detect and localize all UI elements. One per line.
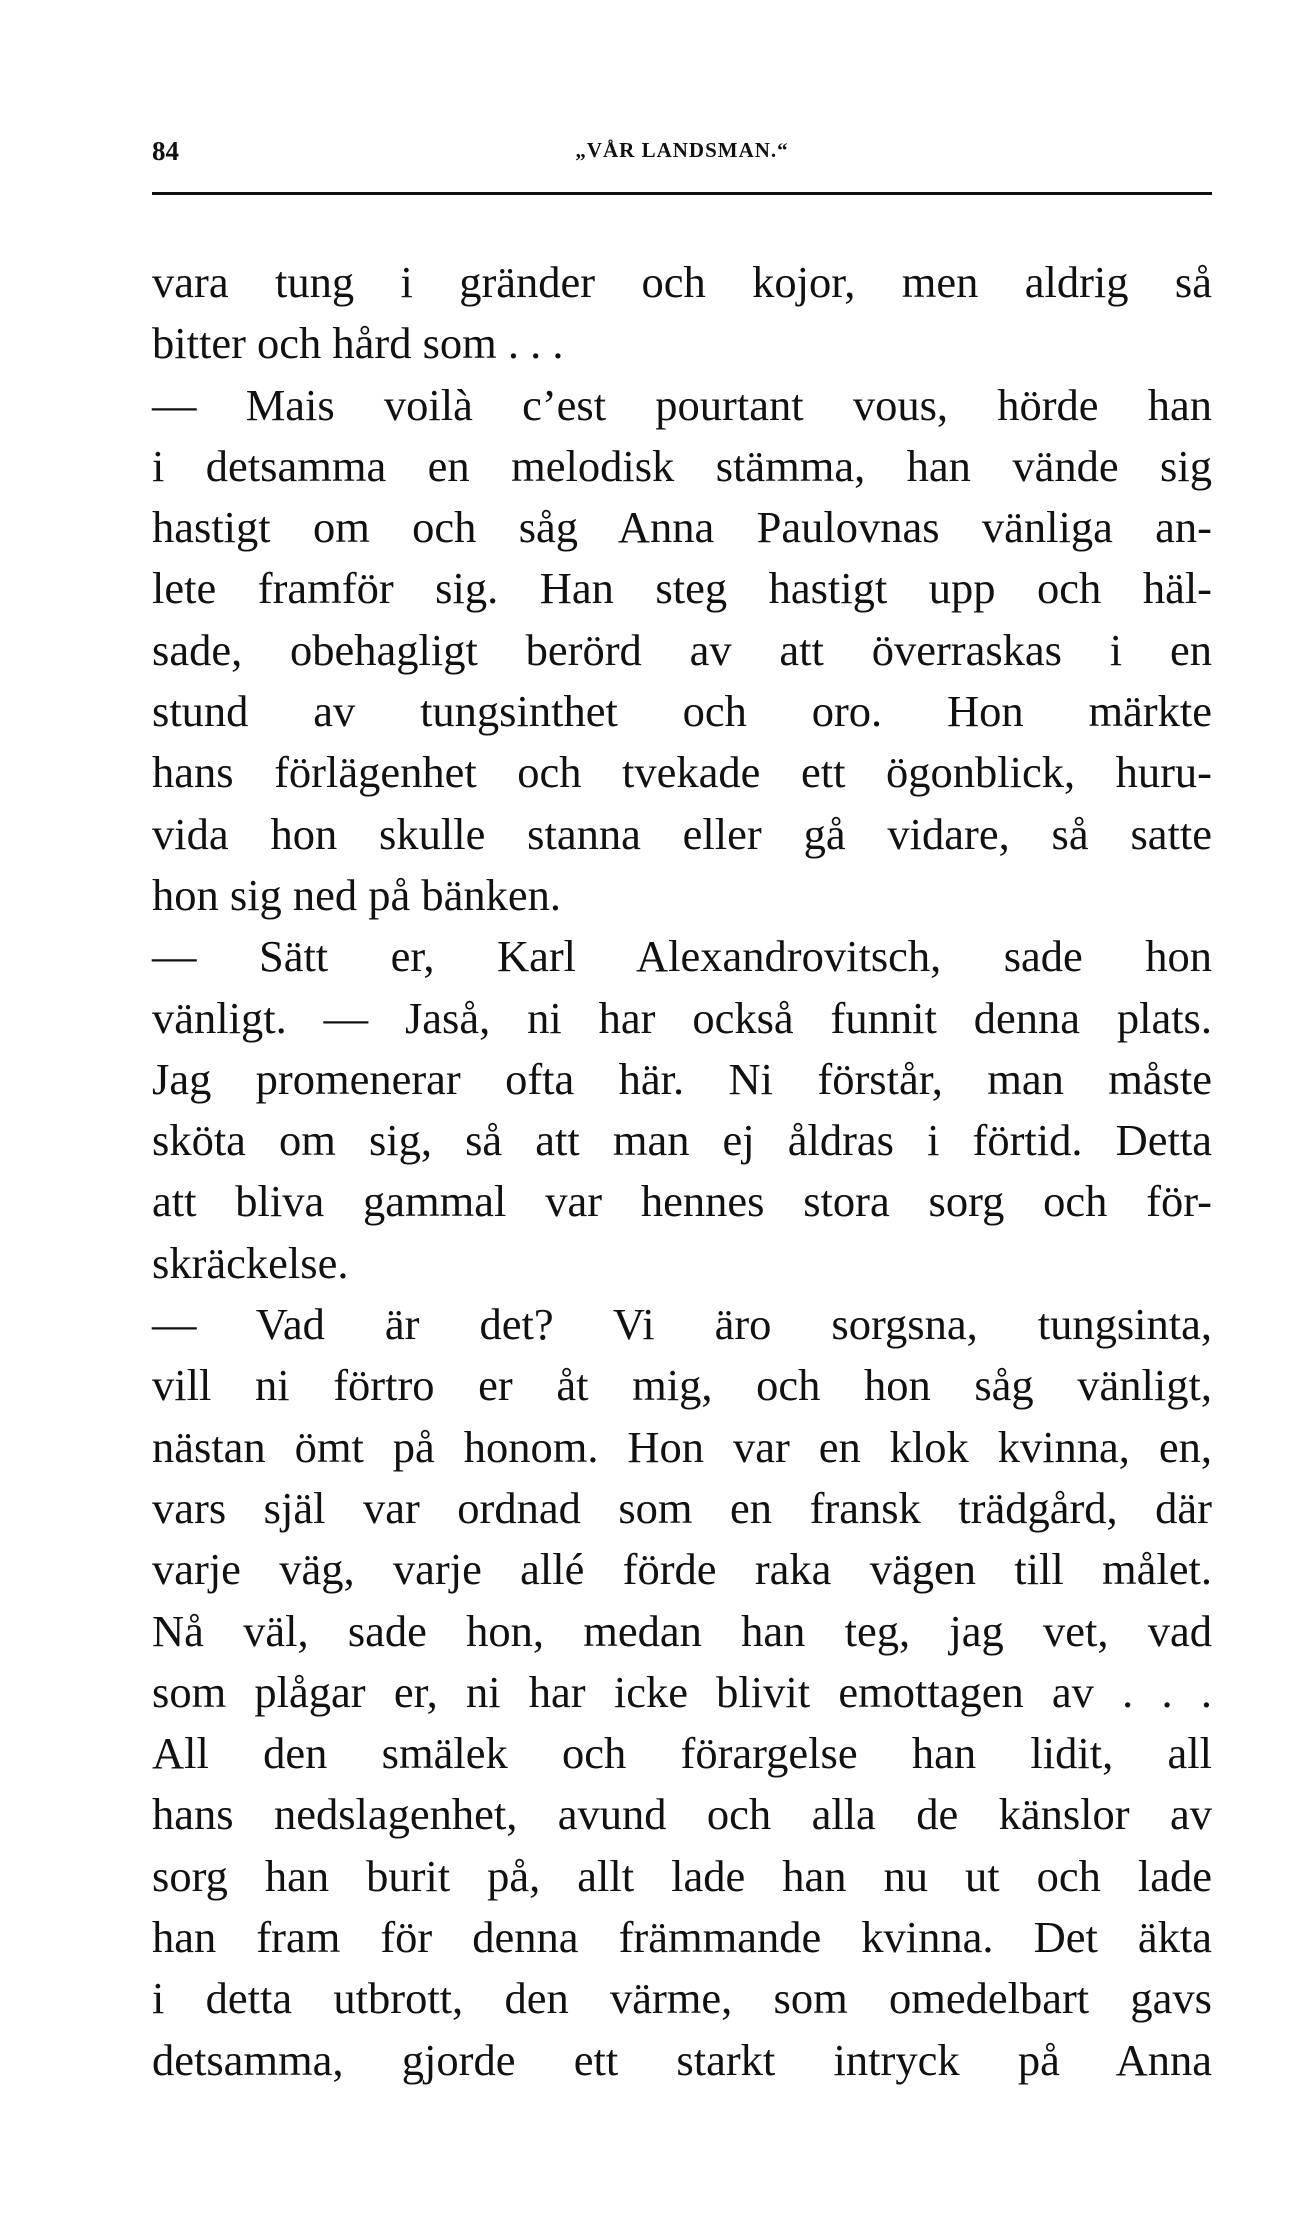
text-line: vara tung i gränder och kojor, men aldrig så (152, 257, 1212, 307)
text-line: stund av tungsinthet och oro. Hon märkte (152, 686, 1212, 737)
text-line: vida hon skulle stanna eller gå vidare, så satte (152, 808, 1212, 859)
text-line: han fram för denna främmande kvinna. Det äkta (152, 1912, 1212, 1963)
page-header (152, 136, 1212, 176)
text-line: hon sig ned på bänken. (152, 869, 562, 920)
text-line: som plågar er, ni har icke blivit emottagen av . . . (152, 1666, 1212, 1717)
text-line: All den smälek och förargelse han lidit, all (152, 1728, 1212, 1779)
text-line: vill ni förtro er åt mig, och hon såg vänligt, (152, 1360, 1212, 1411)
text-line: sade, obehagligt berörd av att överraskas i en (152, 624, 1212, 675)
running-title: „VÅR LANDSMAN.“ (575, 138, 789, 162)
text-line: skräckelse. (152, 1237, 349, 1288)
body-text (152, 252, 1212, 2091)
text-line: nästan ömt på honom. Hon var en klok kvinna, en, (152, 1421, 1212, 1472)
text-line: i detta utbrott, den värme, som omedelbart gavs (152, 1973, 1212, 2024)
text-line: hastigt om och såg Anna Paulovnas vänliga an- (152, 502, 1212, 553)
text-line: sköta om sig, så att man ej åldras i förtid. Detta (152, 1115, 1212, 1166)
text-line: att bliva gammal var hennes stora sorg och för- (152, 1176, 1212, 1227)
page-number: 84 (152, 136, 179, 166)
text-line: Jag promenerar ofta här. Ni förstår, man måste (152, 1053, 1212, 1104)
text-line: — Sätt er, Karl Alexandrovitsch, sade hon (152, 931, 1212, 982)
text-line: lete framför sig. Han steg hastigt upp och häl- (152, 563, 1212, 614)
text-line: hans nedslagenhet, avund och alla de känslor av (152, 1789, 1212, 1840)
text-line: i detsamma en melodisk stämma, han vände sig (152, 440, 1212, 491)
text-line: — Mais voilà c’est pourtant vous, hörde han (152, 379, 1212, 430)
text-line: — Vad är det? Vi äro sorgsna, tungsinta, (152, 1299, 1212, 1350)
text-line: vars själ var ordnad som en fransk trädgård, där (152, 1482, 1212, 1533)
text-line: Nå väl, sade hon, medan han teg, jag vet, vad (152, 1605, 1212, 1656)
text-line: vänligt. — Jaså, ni har också funnit denna plats. (152, 992, 1212, 1043)
text-line: hans förlägenhet och tvekade ett ögonblick, huru- (152, 747, 1212, 798)
text-line: bitter och hård som . . . (152, 318, 564, 369)
text-line: varje väg, varje allé förde raka vägen till målet. (152, 1544, 1212, 1595)
text-line: sorg han burit på, allt lade han nu ut och lade (152, 1850, 1212, 1901)
text-line: detsamma, gjorde ett starkt intryck på Anna (152, 2034, 1212, 2085)
header-rule (152, 192, 1212, 195)
